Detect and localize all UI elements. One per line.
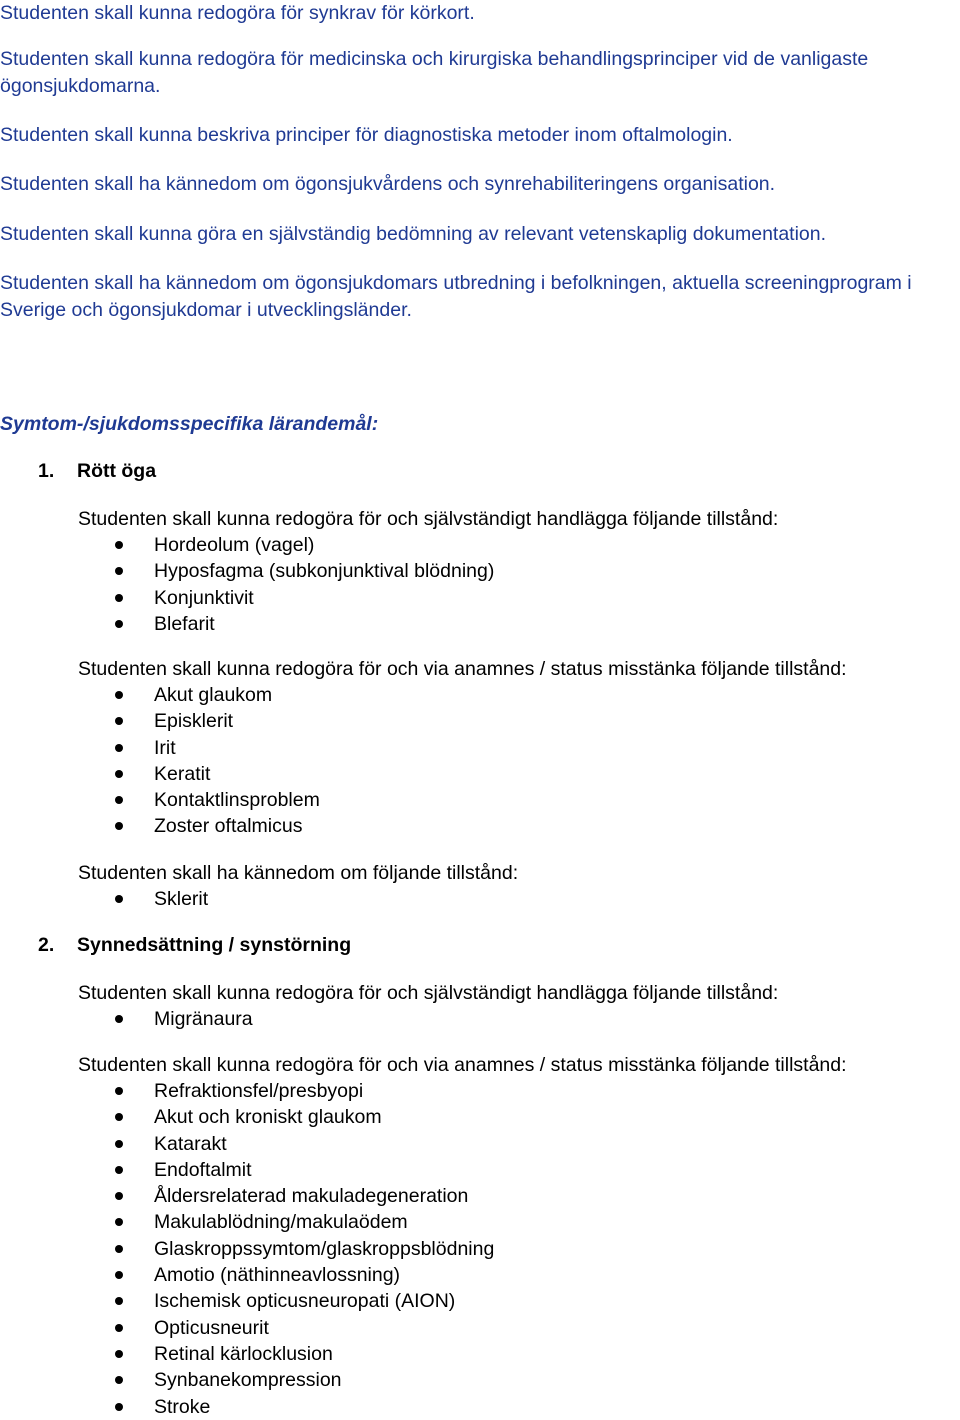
section-title-rott-oga — [38, 460, 156, 483]
list-item: Endoftalmit — [0, 1157, 494, 1183]
bullet-icon — [115, 1271, 123, 1279]
goal-utbredning: Studenten skall ha kännedom om ögonsjukdomars utbredning i befolkningen, aktuella screeningprogram i Sverige och ögonsjukdomar i utvecklingsländer. — [0, 272, 912, 321]
list-item: Glaskroppssymtom/glaskroppsblödning — [0, 1236, 494, 1262]
condition-list — [0, 1078, 494, 1420]
bullet-icon — [115, 770, 123, 778]
bullet-icon — [115, 1376, 123, 1384]
list-item: Hordeolum (vagel) — [0, 532, 494, 558]
list-item: Migränaura — [0, 1006, 253, 1032]
section-title: Rött öga — [77, 460, 157, 482]
bullet-icon — [115, 1324, 123, 1332]
goal-behandlingsprinciper: Studenten skall kunna redogöra för medicinska och kirurgiska behandlingsprinciper vid de vanligaste ögonsjukdomarna. — [0, 48, 869, 97]
section-title-synnedsattning — [38, 934, 351, 957]
bullet-icon — [115, 1350, 123, 1358]
bullet-icon — [115, 796, 123, 804]
section-title: Synnedsättning / synstörning — [77, 934, 352, 956]
bullet-icon — [115, 895, 123, 903]
condition-list — [0, 886, 208, 912]
list-item: Hyposfagma (subkonjunktival blödning) — [0, 558, 494, 584]
goal-organisation: Studenten skall ha kännedom om ögonsjukvårdens och synrehabiliteringens organisation. — [0, 173, 776, 195]
goal-diagnostiska-metoder: Studenten skall kunna beskriva principer för diagnostiska metoder inom oftalmologin. — [0, 124, 733, 146]
list-item: Sklerit — [0, 886, 208, 912]
section-number: 2. — [38, 934, 55, 956]
list-item: Keratit — [0, 761, 320, 787]
list-item: Zoster oftalmicus — [0, 813, 320, 839]
bullet-icon — [115, 1192, 123, 1200]
group-intro: Studenten skall ha kännedom om följande tillstånd: — [78, 862, 519, 884]
group-intro: Studenten skall kunna redogöra för och via anamnes / status misstänka följande tillstånd: — [78, 658, 847, 680]
list-item: Akut och kroniskt glaukom — [0, 1104, 494, 1130]
list-item: Katarakt — [0, 1131, 494, 1157]
list-item: Irit — [0, 735, 320, 761]
list-item: Blefarit — [0, 611, 494, 637]
section-number: 1. — [38, 460, 55, 482]
list-item: Refraktionsfel/presbyopi — [0, 1078, 494, 1104]
bullet-icon — [115, 567, 123, 575]
list-item: Amotio (näthinneavlossning) — [0, 1262, 494, 1288]
goal-synkrav: Studenten skall kunna redogöra för synkrav för körkort. — [0, 2, 475, 24]
group-intro: Studenten skall kunna redogöra för och självständigt handlägga följande tillstånd: — [78, 508, 779, 530]
bullet-icon — [115, 1245, 123, 1253]
bullet-icon — [115, 822, 123, 830]
bullet-icon — [115, 1140, 123, 1148]
bullet-icon — [115, 594, 123, 602]
list-item: Konjunktivit — [0, 585, 494, 611]
condition-list — [0, 532, 494, 637]
condition-list — [0, 682, 320, 840]
bullet-icon — [115, 620, 123, 628]
bullet-icon — [115, 1166, 123, 1174]
list-item: Opticusneurit — [0, 1315, 494, 1341]
list-item: Synbanekompression — [0, 1367, 494, 1393]
bullet-icon — [115, 1087, 123, 1095]
condition-list — [0, 1006, 253, 1032]
bullet-icon — [115, 1113, 123, 1121]
list-item: Åldersrelaterad makuladegeneration — [0, 1183, 494, 1209]
bullet-icon — [115, 1015, 123, 1023]
list-item: Akut glaukom — [0, 682, 320, 708]
goal-vetenskaplig-dokumentation: Studenten skall kunna göra en självständig bedömning av relevant vetenskaplig dokumentation. — [0, 223, 827, 245]
bullet-icon — [115, 541, 123, 549]
bullet-icon — [115, 717, 123, 725]
list-item: Ischemisk opticusneuropati (AION) — [0, 1288, 494, 1314]
specific-goals-heading: Symtom-/sjukdomsspecifika lärandemål: — [0, 413, 379, 435]
bullet-icon — [115, 744, 123, 752]
bullet-icon — [115, 1297, 123, 1305]
bullet-icon — [115, 1403, 123, 1411]
list-item: Retinal kärlocklusion — [0, 1341, 494, 1367]
list-item: Episklerit — [0, 708, 320, 734]
bullet-icon — [115, 1218, 123, 1226]
list-item: Makulablödning/makulaödem — [0, 1209, 494, 1235]
list-item: Kontaktlinsproblem — [0, 787, 320, 813]
bullet-icon — [115, 691, 123, 699]
list-item: Stroke — [0, 1394, 494, 1420]
group-intro: Studenten skall kunna redogöra för och via anamnes / status misstänka följande tillstånd: — [78, 1054, 847, 1076]
group-intro: Studenten skall kunna redogöra för och självständigt handlägga följande tillstånd: — [78, 982, 779, 1004]
